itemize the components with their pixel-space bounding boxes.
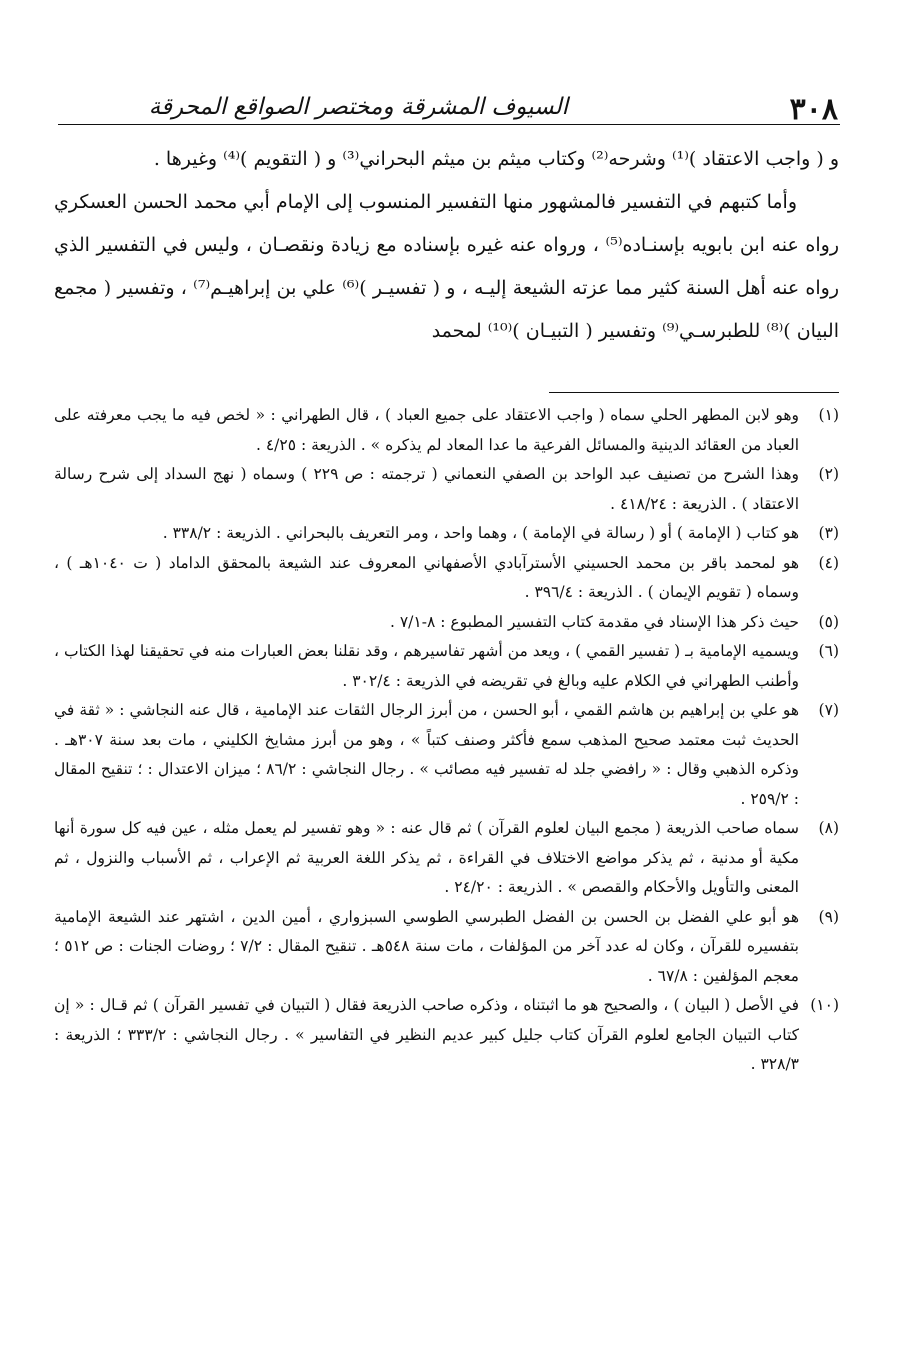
footnote <box>54 549 839 608</box>
footnote-number: (٦) <box>818 642 839 660</box>
footnote-text: حيث ذكر هذا الإسناد في مقدمة كتاب التفسير المطبوع : ٨-٧/١ . <box>389 612 799 631</box>
footnote-number: (٧) <box>818 701 839 719</box>
footnote-text: هو كتاب ( الإمامة ) أو ( رسالة في الإمامة ) ، وهما واحد ، ومر التعريف بالبحراني . الذريعة : ٣٣٨/٢ . <box>162 524 799 542</box>
footnote <box>54 401 839 460</box>
footnote-text: في الأصل ( البيان ) ، والصحيح هو ما اثبتناه ، وذكره صاحب الذريعة فقال ( التبيان في تفسير القرآن ) ثم قـال : « إن كتاب التبيان الجامع لعلوم القرآن كتاب جليل كبير عديم النظير في التفاسير » . رجال النجاشي : ٣٣٣/٢ ؛ الذريعة : ٣٢٨/٣ . <box>54 996 799 1073</box>
main-paragraph: وأما كتبهم في التفسير فالمشهور منها التفسير المنسوب إلى الإمام أبي محمد الحسن العسكري رواه عنه ابن بابويه بإسنـاده⁽⁵⁾ ، ورواه عنه غيره بإسناده مع زيادة ونقصـان ، وليس في التفسير الذي رواه عنه أهل السنة كثير مما عزته الشيعة إليـه ، و ( تفسيـر )⁽⁶⁾ علي بن إبراهيـم⁽⁷⁾ ، وتفسير ( مجمع البيان )⁽⁸⁾ للطبرسـي⁽⁹⁾ وتفسير ( التبيـان )⁽¹⁰⁾ لمحمد <box>54 191 840 342</box>
footnote-text: هو لمحمد باقر بن محمد الحسيني الأسترآبادي الأصفهاني المعروف عند الشيعة بالمحقق الداماد ( ت ١٠٤٠هـ ) ، وسماه ( تقويم الإيمان ) . الذريعة : ٣٩٦/٤ . <box>54 553 800 601</box>
footnote-text: وهو لابن المطهر الحلي سماه ( واجب الاعتقاد على جميع العباد ) ، قال الطهراني : « لخص فيه ما يجب معرفته على العباد من العقائد الدينية والمسائل الفرعية ما عدا المعاد لم يذكره » . الذريعة : ٤/٢٥ . <box>54 406 799 454</box>
footnote-number: (٨) <box>818 819 839 837</box>
footnotes <box>54 401 839 1080</box>
footnote <box>54 519 839 549</box>
footnote <box>54 903 839 992</box>
footnote-text: هو علي بن إبراهيم بن هاشم القمي ، أبو الحسن ، من أبرز الرجال الثقات عند الإمامية ، قال عنه النجاشي : « ثقة في الحديث ثبت معتمد صحيح المذهب سمع فأكثر وصنف كتباً » ، وهو من أبرز مشايخ الكليني ، مات بعد سنة ٣٠٧هـ . وذكره الذهبي وقال : « رافضي جلد له تفسير فيه مصائب » . رجال النجاشي : ٨٦/٢ ؛ ميزان الاعتدال : ؛ تنقيح المقال : ٢٥٩/٢ . <box>54 701 799 808</box>
footnote-number: (٣) <box>818 524 839 542</box>
footnote <box>54 637 839 696</box>
footnote <box>54 608 839 638</box>
footnote-number: (١) <box>818 406 839 424</box>
footnote-text: سماه صاحب الذريعة ( مجمع البيان لعلوم القرآن ) ثم قال عنه : « وهو تفسير لم يعمل مثله ، عين فيه كل سورة أنها مكية أو مدنية ، ثم يذكر مواضع الاختلاف في القراءة ، ثم يذكر اللغة العربية ثم الإعراب ، ثم الأسباب والنزول ، ثم المعنى والتأويل والأحكام والقصص » . الذريعة : ٢٤/٢٠ . <box>54 819 799 896</box>
footnote-text: ويسميه الإمامية بـ ( تفسير القمي ) ، ويعد من أشهر تفاسيرهم ، وقد نقلنا بعض العبارات منه في تحقيقنا لهذا الكتاب ، وأطنب الطهراني في الكلام عليه وبالغ في تقريضه في الذريعة : ٣٠٢/٤ . <box>54 642 799 690</box>
footnote-text: وهذا الشرح من تصنيف عبد الواحد بن الصفي النعماني ( ترجمته : ص ٢٢٩ ) وسماه ( نهج السداد إلى شرح رسالة الاعتقاد ) . الذريعة : ٤١٨/٢٤ . <box>54 465 799 513</box>
footnote <box>54 460 839 519</box>
footnote-divider <box>549 392 839 393</box>
footnote-number: (٢) <box>818 465 839 483</box>
footnote-number: (١٠) <box>810 996 839 1014</box>
header-divider <box>58 124 840 125</box>
main-text <box>54 138 839 353</box>
page-number: ٣٠٨ <box>789 92 838 127</box>
footnote <box>54 814 839 903</box>
main-paragraph: و ( واجب الاعتقاد )⁽¹⁾ وشرحه⁽²⁾ وكتاب ميثم بن ميثم البحراني⁽³⁾ و ( التقويم )⁽⁴⁾ وغيرها . <box>153 148 839 170</box>
footnote-number: (٥) <box>818 612 839 631</box>
running-title: السيوف المشرقة ومختصر الصواقع المحرقة <box>148 94 568 120</box>
footnote <box>54 991 839 1080</box>
footnote <box>54 696 839 814</box>
footnote-text: هو أبو علي الفضل بن الحسن بن الفضل الطبرسي الطوسي السبزواري ، أمين الدين ، اشتهر عند الشيعة الإمامية بتفسيره للقرآن ، وكان له عدد آخر من المؤلفات ، مات سنة ٥٤٨هـ . تنقيح المقال : ٧/٢ ؛ روضات الجنات : ص ٥١٢ ؛ معجم المؤلفين : ٦٧/٨ . <box>54 907 799 985</box>
footnote-number: (٩) <box>818 907 839 926</box>
footnote-number: (٤) <box>818 553 839 572</box>
